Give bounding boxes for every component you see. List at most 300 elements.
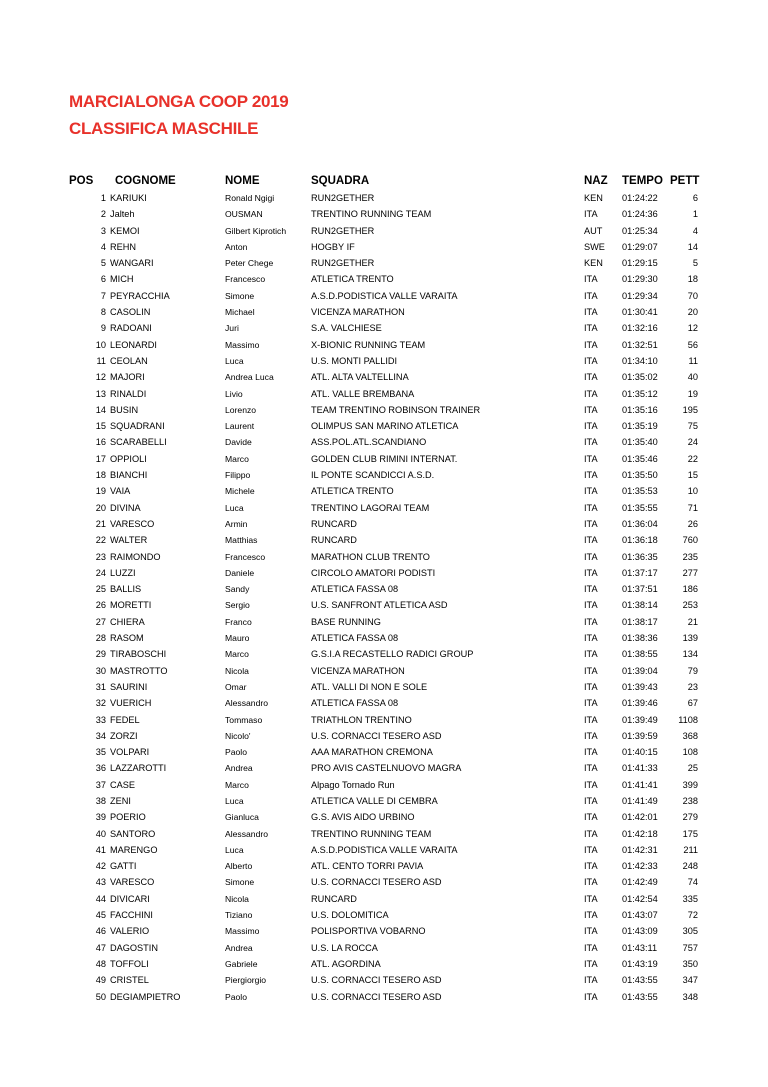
cell-naz: KEN <box>584 193 603 203</box>
cell-pett: 79 <box>687 665 698 676</box>
cell-tempo: 01:38:17 <box>622 616 658 627</box>
cell-nome: Livio <box>225 388 243 399</box>
cell-squadra: U.S. CORNACCI TESERO ASD <box>311 991 442 1002</box>
cell-naz: ITA <box>584 421 598 432</box>
cell-pett: 15 <box>687 470 698 481</box>
cell-pos: 8 <box>100 307 106 318</box>
table-row <box>0 304 768 320</box>
cell-pos: 19 <box>95 486 106 497</box>
cell-naz: ITA <box>584 714 598 725</box>
cell-tempo: 01:40:15 <box>622 747 658 758</box>
table-row <box>0 239 768 255</box>
cell-naz: ITA <box>584 681 598 692</box>
cell-pos: 43 <box>95 877 106 888</box>
cell-squadra: ATL. VALLE BREMBANA <box>311 388 415 399</box>
cell-squadra: Alpago Tornado Run <box>311 779 395 790</box>
cell-cognome: TOFFOLI <box>110 958 149 969</box>
table-row <box>0 663 768 679</box>
cell-nome: Armin <box>225 518 248 529</box>
cell-cognome: MASTROTTO <box>110 665 168 676</box>
cell-cognome: ZENI <box>110 795 131 806</box>
cell-tempo: 01:43:09 <box>622 926 658 937</box>
cell-pos: 26 <box>95 600 106 611</box>
cell-squadra: BASE RUNNING <box>311 616 381 627</box>
cell-pos: 29 <box>95 649 106 660</box>
cell-squadra: POLISPORTIVA VOBARNO <box>311 926 426 937</box>
cell-nome: Omar <box>225 681 247 692</box>
column-header-squadra: SQUADRA <box>311 175 370 187</box>
cell-pett: 74 <box>687 877 698 888</box>
cell-cognome: FEDEL <box>110 714 140 725</box>
cell-tempo: 01:42:31 <box>622 844 658 855</box>
page-title: MARCIALONGA COOP 2019 <box>69 92 289 111</box>
cell-naz: ITA <box>584 844 598 855</box>
cell-squadra: OLIMPUS SAN MARINO ATLETICA <box>311 421 459 432</box>
cell-pos: 21 <box>95 518 106 529</box>
cell-naz: ITA <box>584 665 598 676</box>
cell-tempo: 01:42:49 <box>622 877 658 888</box>
cell-cognome: TIRABOSCHI <box>110 649 167 660</box>
cell-tempo: 01:42:54 <box>622 893 658 904</box>
cell-squadra: TRENTINO RUNNING TEAM <box>311 209 432 220</box>
cell-nome: Davide <box>225 437 252 448</box>
cell-pos: 44 <box>95 893 106 904</box>
cell-pos: 7 <box>100 290 106 301</box>
cell-naz: ITA <box>584 975 598 986</box>
cell-pos: 10 <box>95 339 106 350</box>
table-row <box>0 614 768 630</box>
cell-pett: 238 <box>682 795 698 806</box>
cell-nome: Francesco <box>225 274 266 285</box>
cell-pett: 40 <box>687 372 698 383</box>
table-row <box>0 581 768 597</box>
cell-squadra: RUNCARD <box>311 535 357 546</box>
cell-nome: Luca <box>225 795 244 806</box>
cell-squadra: ATLETICA FASSA 08 <box>311 698 399 709</box>
cell-pos: 39 <box>95 812 106 823</box>
cell-tempo: 01:35:02 <box>622 372 658 383</box>
cell-squadra: RUN2GETHER <box>311 258 375 269</box>
cell-pos: 2 <box>100 209 106 220</box>
cell-nome: Matthias <box>225 535 258 546</box>
cell-squadra: U.S. CORNACCI TESERO ASD <box>311 975 442 986</box>
cell-pett: 348 <box>682 991 698 1002</box>
table-row <box>0 483 768 499</box>
cell-pos: 9 <box>100 323 106 334</box>
cell-tempo: 01:41:33 <box>622 763 658 774</box>
cell-tempo: 01:43:55 <box>622 991 658 1002</box>
cell-squadra: RUNCARD <box>311 518 357 529</box>
cell-squadra: TRIATHLON TRENTINO <box>311 714 412 725</box>
cell-tempo: 01:29:07 <box>622 241 658 252</box>
cell-pos: 20 <box>95 502 106 513</box>
cell-cognome: SANTORO <box>110 828 156 839</box>
cell-tempo: 01:36:04 <box>622 518 658 529</box>
cell-pos: 40 <box>95 828 106 839</box>
cell-pett: 277 <box>682 567 698 578</box>
cell-tempo: 01:35:16 <box>622 404 658 415</box>
cell-tempo: 01:41:41 <box>622 779 658 790</box>
cell-cognome: BIANCHI <box>110 470 148 481</box>
table-row <box>0 858 768 874</box>
cell-squadra: TRENTINO LAGORAI TEAM <box>311 502 430 513</box>
cell-squadra: A.S.D.PODISTICA VALLE VARAITA <box>311 290 458 301</box>
table-row <box>0 728 768 744</box>
table-row <box>0 940 768 956</box>
table-row <box>0 320 768 336</box>
cell-pett: 134 <box>682 649 698 660</box>
table-row <box>0 549 768 565</box>
table-row <box>0 874 768 890</box>
cell-pos: 41 <box>95 844 106 855</box>
cell-squadra: MARATHON CLUB TRENTO <box>311 551 430 562</box>
cell-tempo: 01:42:18 <box>622 828 658 839</box>
cell-cognome: VARESCO <box>110 518 155 529</box>
cell-naz: ITA <box>584 567 598 578</box>
cell-squadra: ATLETICA VALLE DI CEMBRA <box>311 795 438 806</box>
cell-pos: 28 <box>95 633 106 644</box>
table-row <box>0 989 768 1005</box>
cell-tempo: 01:30:41 <box>622 307 658 318</box>
cell-naz: AUT <box>584 225 603 236</box>
cell-pos: 42 <box>95 861 106 872</box>
cell-naz: ITA <box>584 747 598 758</box>
cell-nome: Filippo <box>225 470 251 481</box>
cell-naz: ITA <box>584 942 598 953</box>
cell-cognome: REHN <box>110 241 137 252</box>
cell-cognome: MAJORI <box>110 372 145 383</box>
cell-tempo: 01:36:18 <box>622 535 658 546</box>
cell-nome: Tiziano <box>225 910 253 921</box>
cell-naz: ITA <box>584 502 598 513</box>
cell-tempo: 01:36:35 <box>622 551 658 562</box>
cell-nome: Daniele <box>225 567 255 578</box>
cell-tempo: 01:29:34 <box>622 290 658 301</box>
cell-cognome: BUSIN <box>110 404 139 415</box>
cell-cognome: SAURINI <box>110 681 148 692</box>
cell-nome: Andrea <box>225 942 253 953</box>
cell-pos: 18 <box>95 470 106 481</box>
cell-squadra: ATLETICA FASSA 08 <box>311 584 399 595</box>
cell-naz: ITA <box>584 323 598 334</box>
cell-naz: ITA <box>584 453 598 464</box>
cell-naz: ITA <box>584 388 598 399</box>
cell-nome: Marco <box>225 453 249 464</box>
table-row <box>0 386 768 402</box>
cell-pett: 347 <box>682 975 698 986</box>
cell-pos: 46 <box>95 926 106 937</box>
cell-pett: 26 <box>687 518 698 529</box>
cell-nome: Nicola <box>225 893 249 904</box>
cell-pett: 25 <box>687 763 698 774</box>
cell-nome: Juri <box>225 323 239 334</box>
table-row <box>0 809 768 825</box>
cell-nome: Sergio <box>225 600 250 611</box>
cell-squadra: IL PONTE SCANDICCI A.S.D. <box>311 470 435 481</box>
cell-pett: 399 <box>682 779 698 790</box>
cell-nome: Nicola <box>225 665 249 676</box>
cell-pos: 22 <box>95 535 106 546</box>
cell-nome: Francesco <box>225 551 266 562</box>
column-header-pos: POS <box>69 175 94 187</box>
cell-nome: Tommaso <box>225 714 263 725</box>
cell-squadra: ATL. CENTO TORRI PAVIA <box>311 861 424 872</box>
cell-pos: 35 <box>95 747 106 758</box>
cell-cognome: WALTER <box>110 535 148 546</box>
cell-naz: ITA <box>584 958 598 969</box>
cell-naz: ITA <box>584 372 598 383</box>
cell-squadra: S.A. VALCHIESE <box>311 323 382 334</box>
cell-cognome: FACCHINI <box>110 910 153 921</box>
cell-naz: ITA <box>584 551 598 562</box>
cell-tempo: 01:42:33 <box>622 861 658 872</box>
table-row <box>0 255 768 271</box>
cell-nome: Michael <box>225 307 255 318</box>
cell-nome: Sandy <box>225 584 250 595</box>
cell-nome: Luca <box>225 355 244 366</box>
cell-pos: 48 <box>95 958 106 969</box>
cell-pos: 3 <box>100 225 106 236</box>
cell-nome: Alberto <box>225 861 253 872</box>
cell-pos: 4 <box>100 241 106 252</box>
cell-pett: 235 <box>682 551 698 562</box>
cell-pos: 31 <box>95 681 106 692</box>
cell-cognome: VALERIO <box>110 926 150 937</box>
cell-cognome: VUERICH <box>110 698 152 709</box>
cell-nome: OUSMAN <box>225 209 263 220</box>
cell-nome: Ronald Ngigi <box>225 193 275 203</box>
table-row <box>0 891 768 907</box>
cell-tempo: 01:35:53 <box>622 486 658 497</box>
cell-naz: ITA <box>584 877 598 888</box>
cell-tempo: 01:29:15 <box>622 258 658 269</box>
cell-squadra: ATLETICA TRENTO <box>311 274 394 285</box>
table-row <box>0 760 768 776</box>
cell-pos: 25 <box>95 584 106 595</box>
cell-squadra: U.S. DOLOMITICA <box>311 910 389 921</box>
cell-tempo: 01:34:10 <box>622 355 658 366</box>
cell-squadra: TEAM TRENTINO ROBINSON TRAINER <box>311 404 481 415</box>
cell-naz: ITA <box>584 307 598 318</box>
cell-tempo: 01:25:34 <box>622 225 658 236</box>
cell-pos: 13 <box>95 388 106 399</box>
cell-pett: 195 <box>682 404 698 415</box>
table-row <box>0 842 768 858</box>
cell-cognome: Jalteh <box>110 209 135 220</box>
cell-pos: 50 <box>95 991 106 1002</box>
column-header-nome: NOME <box>225 175 260 187</box>
cell-tempo: 01:32:16 <box>622 323 658 334</box>
cell-pos: 36 <box>95 763 106 774</box>
cell-nome: Massimo <box>225 339 260 350</box>
cell-naz: ITA <box>584 339 598 350</box>
cell-nome: Gianluca <box>225 812 259 823</box>
cell-naz: ITA <box>584 779 598 790</box>
table-row <box>0 777 768 793</box>
cell-nome: Franco <box>225 616 252 627</box>
cell-pett: 6 <box>692 193 698 203</box>
column-header-cognome: COGNOME <box>115 175 176 187</box>
cell-squadra: TRENTINO RUNNING TEAM <box>311 828 432 839</box>
cell-pett: 4 <box>692 225 698 236</box>
cell-tempo: 01:41:49 <box>622 795 658 806</box>
cell-naz: ITA <box>584 600 598 611</box>
table-row <box>0 679 768 695</box>
cell-cognome: KEMOI <box>110 225 140 236</box>
cell-squadra: ATL. ALTA VALTELLINA <box>311 372 409 383</box>
cell-naz: ITA <box>584 991 598 1002</box>
cell-tempo: 01:35:55 <box>622 502 658 513</box>
cell-pett: 368 <box>682 730 698 741</box>
cell-tempo: 01:32:51 <box>622 339 658 350</box>
cell-pos: 27 <box>95 616 106 627</box>
cell-naz: ITA <box>584 616 598 627</box>
cell-pett: 10 <box>687 486 698 497</box>
table-row <box>0 972 768 988</box>
cell-nome: Andrea Luca <box>225 372 274 383</box>
cell-pett: 23 <box>687 681 698 692</box>
cell-naz: ITA <box>584 290 598 301</box>
cell-nome: Massimo <box>225 926 260 937</box>
table-row <box>0 451 768 467</box>
cell-naz: ITA <box>584 209 598 220</box>
cell-naz: ITA <box>584 535 598 546</box>
cell-pos: 1 <box>100 193 106 203</box>
cell-naz: ITA <box>584 698 598 709</box>
cell-squadra: ASS.POL.ATL.SCANDIANO <box>311 437 427 448</box>
cell-nome: Marco <box>225 649 249 660</box>
table-row <box>0 418 768 434</box>
table-row <box>0 907 768 923</box>
cell-pett: 211 <box>683 844 698 855</box>
cell-naz: ITA <box>584 274 598 285</box>
cell-pett: 108 <box>682 747 698 758</box>
cell-nome: Luca <box>225 844 244 855</box>
cell-nome: Marco <box>225 779 249 790</box>
cell-squadra: AAA MARATHON CREMONA <box>311 747 433 758</box>
cell-pett: 19 <box>687 388 698 399</box>
cell-pett: 21 <box>687 616 698 627</box>
cell-cognome: POERIO <box>110 812 146 823</box>
cell-tempo: 01:43:07 <box>622 910 658 921</box>
cell-pett: 67 <box>687 698 698 709</box>
cell-pett: 760 <box>682 535 698 546</box>
cell-tempo: 01:29:30 <box>622 274 658 285</box>
cell-pos: 49 <box>95 975 106 986</box>
cell-pett: 24 <box>687 437 698 448</box>
cell-pos: 47 <box>95 942 106 953</box>
cell-cognome: CEOLAN <box>110 355 148 366</box>
cell-naz: ITA <box>584 828 598 839</box>
cell-nome: Michele <box>225 486 255 497</box>
cell-cognome: KARIUKI <box>110 193 147 203</box>
cell-cognome: CHIERA <box>110 616 145 627</box>
cell-pos: 32 <box>95 698 106 709</box>
cell-tempo: 01:39:59 <box>622 730 658 741</box>
table-row <box>0 467 768 483</box>
cell-pett: 22 <box>687 453 698 464</box>
cell-naz: ITA <box>584 470 598 481</box>
cell-naz: ITA <box>584 730 598 741</box>
table-row <box>0 712 768 728</box>
table-row <box>0 630 768 646</box>
cell-tempo: 01:43:11 <box>622 942 658 953</box>
cell-cognome: DAGOSTIN <box>110 942 158 953</box>
cell-pett: 279 <box>682 812 698 823</box>
cell-naz: ITA <box>584 910 598 921</box>
table-row <box>0 353 768 369</box>
cell-pett: 71 <box>687 502 698 513</box>
cell-squadra: PRO AVIS CASTELNUOVO MAGRA <box>311 763 462 774</box>
cell-squadra: U.S. LA ROCCA <box>311 942 378 953</box>
cell-tempo: 01:35:40 <box>622 437 658 448</box>
cell-naz: SWE <box>584 241 605 252</box>
cell-cognome: RINALDI <box>110 388 147 399</box>
cell-pett: 5 <box>692 258 698 269</box>
cell-tempo: 01:39:49 <box>622 714 658 725</box>
cell-cognome: LAZZAROTTI <box>110 763 167 774</box>
table-row <box>0 402 768 418</box>
table-row <box>0 826 768 842</box>
cell-tempo: 01:38:14 <box>622 600 658 611</box>
cell-pett: 20 <box>687 307 698 318</box>
cell-nome: Nicolo' <box>225 730 251 741</box>
cell-nome: Luca <box>225 502 244 513</box>
cell-cognome: DEGIAMPIETRO <box>110 991 181 1002</box>
cell-nome: Laurent <box>225 421 255 432</box>
cell-cognome: RASOM <box>110 633 144 644</box>
cell-squadra: ATL. VALLI DI NON E SOLE <box>311 681 428 692</box>
cell-pett: 1108 <box>678 714 698 725</box>
cell-nome: Paolo <box>225 747 247 758</box>
cell-cognome: GATTI <box>110 861 137 872</box>
table-row <box>0 565 768 581</box>
results-table <box>0 190 768 1005</box>
cell-cognome: DIVINA <box>110 502 141 513</box>
cell-cognome: VAIA <box>110 486 131 497</box>
table-row <box>0 500 768 516</box>
cell-squadra: X-BIONIC RUNNING TEAM <box>311 339 426 350</box>
cell-pos: 24 <box>95 567 106 578</box>
cell-pos: 38 <box>95 795 106 806</box>
cell-naz: ITA <box>584 404 598 415</box>
cell-pett: 12 <box>687 323 698 334</box>
cell-naz: ITA <box>584 812 598 823</box>
cell-naz: KEN <box>584 258 603 269</box>
cell-cognome: SCARABELLI <box>110 437 167 448</box>
cell-pett: 11 <box>688 355 698 366</box>
cell-pos: 6 <box>100 274 106 285</box>
cell-squadra: RUN2GETHER <box>311 225 375 236</box>
table-row <box>0 337 768 353</box>
cell-squadra: VICENZA MARATHON <box>311 665 405 676</box>
cell-pos: 30 <box>95 665 106 676</box>
table-row <box>0 695 768 711</box>
table-row <box>0 793 768 809</box>
cell-pett: 139 <box>682 633 698 644</box>
cell-pos: 5 <box>100 258 106 269</box>
cell-pos: 11 <box>96 355 106 366</box>
table-row <box>0 190 768 206</box>
cell-tempo: 01:37:17 <box>622 567 658 578</box>
cell-pos: 23 <box>95 551 106 562</box>
cell-cognome: CASOLIN <box>110 307 151 318</box>
cell-cognome: MARENGO <box>110 844 158 855</box>
cell-nome: Anton <box>225 241 248 252</box>
cell-cognome: DIVICARI <box>110 893 150 904</box>
cell-naz: ITA <box>584 518 598 529</box>
cell-squadra: G.S.I.A RECASTELLO RADICI GROUP <box>311 649 474 660</box>
